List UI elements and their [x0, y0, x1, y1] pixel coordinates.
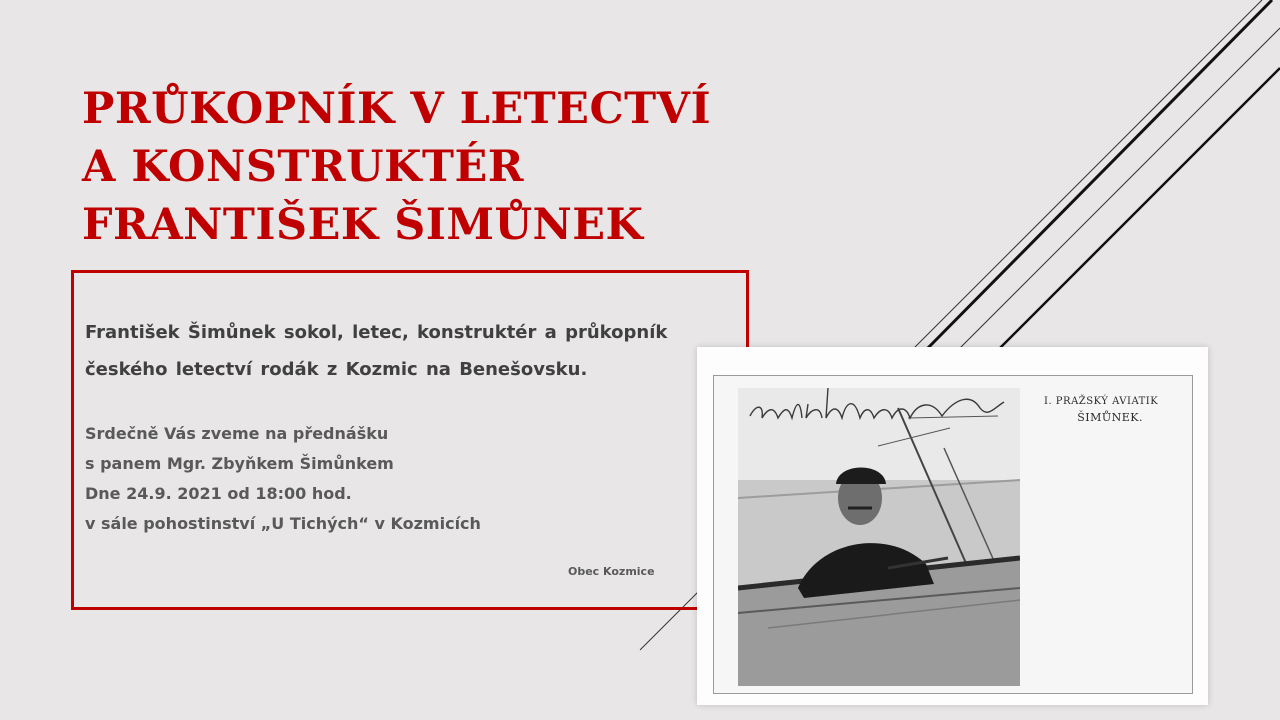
intro-line-2: českého letectví rodák z Kozmic na Benešovsku. — [85, 359, 588, 380]
invitation-line-3: Dne 24.9. 2021 od 18:00 hod. — [85, 484, 352, 503]
invitation-text — [85, 419, 481, 539]
handwritten-signature — [742, 378, 1022, 434]
organizer-signature: Obec Kozmice — [568, 565, 655, 578]
intro-line-1: František Šimůnek sokol, letec, konstruktér a průkopník — [85, 322, 668, 343]
postcard-photo — [697, 347, 1208, 705]
page-title — [82, 80, 711, 254]
intro-text — [85, 314, 705, 388]
title-line-2: A KONSTRUKTÉR — [82, 142, 524, 192]
postcard-frame — [713, 375, 1193, 694]
caption-line-1: I. PRAŽSKÝ AVIATIK — [1044, 396, 1159, 407]
title-line-1: PRŮKOPNÍK V LETECTVÍ — [82, 84, 712, 134]
invitation-line-4: v sále pohostinství „U Tichých“ v Kozmicích — [85, 514, 481, 533]
invitation-line-1: Srdečně Vás zveme na přednášku — [85, 424, 389, 443]
postcard-caption — [1044, 394, 1158, 426]
caption-line-2: ŠIMŮNEK. — [1077, 411, 1144, 424]
title-line-3: FRANTIŠEK ŠIMŮNEK — [82, 200, 644, 250]
invitation-line-2: s panem Mgr. Zbyňkem Šimůnkem — [85, 454, 394, 473]
content-box — [71, 270, 749, 610]
